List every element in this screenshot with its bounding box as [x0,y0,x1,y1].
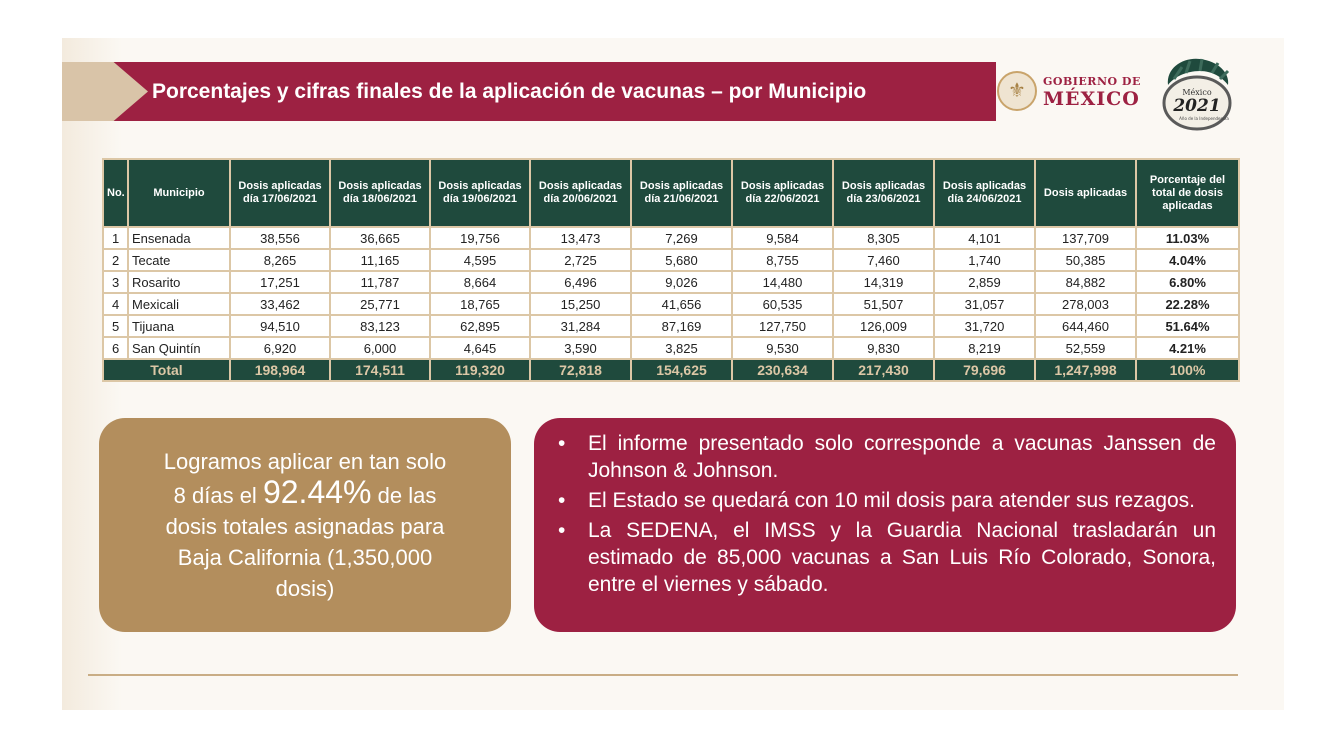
header-dosis-aplicadas: Dosis aplicadas [1035,159,1136,227]
summary-box [99,418,511,632]
cell-value: 8,664 [430,271,530,293]
cell-value: 9,026 [631,271,732,293]
cell-value: 6,920 [230,337,330,359]
cell-value: 14,480 [732,271,833,293]
cell-no: 1 [103,227,128,249]
table-row [103,249,1239,271]
anio-logo-year: 2021 [1173,96,1221,116]
cell-value: 36,665 [330,227,430,249]
summary-line-4: Baja California (1,350,000 [177,545,433,570]
anio-logo-line1: México [1182,88,1212,97]
header-dosis-21-06: Dosis aplicadas día 21/06/2021 [631,159,732,227]
cell-value: 9,530 [732,337,833,359]
note-item: • La SEDENA, el IMSS y la Guardia Nacional trasladarán un estimado de 85,000 vacunas a San Luis Río Colorado, Sonora, entre el viernes y sábado. [558,517,1216,598]
table-total-row [103,359,1239,381]
cell-value: 8,219 [934,337,1035,359]
cell-percentage: 22.28% [1136,293,1239,315]
summary-percent: 92.44% [262,474,372,510]
cell-value: 87,169 [631,315,732,337]
page-title: Porcentajes y cifras finales de la aplicación de vacunas – por Municipio [152,80,867,103]
header-dosis-20-06: Dosis aplicadas día 20/06/2021 [530,159,631,227]
gobierno-logo-line2: MÉXICO [1043,88,1140,110]
cell-value: 3,825 [631,337,732,359]
cell-value: 4,101 [934,227,1035,249]
cell-value: 19,756 [430,227,530,249]
header-dosis-18-06: Dosis aplicadas día 18/06/2021 [330,159,430,227]
summary-line-5: dosis) [275,576,335,601]
note-item: • El Estado se quedará con 10 mil dosis para atender sus rezagos. [558,487,1216,514]
cell-municipio: Rosarito [128,271,230,293]
cell-no: 3 [103,271,128,293]
cell-value: 126,009 [833,315,934,337]
cell-value: 41,656 [631,293,732,315]
cell-value: 11,787 [330,271,430,293]
cell-municipio: San Quintín [128,337,230,359]
vaccination-table [102,158,1240,382]
total-value: 174,511 [330,359,430,381]
cell-value: 51,507 [833,293,934,315]
cell-value: 14,319 [833,271,934,293]
cell-no: 6 [103,337,128,359]
summary-line-3: dosis totales asignadas para [165,514,445,539]
anio-logo-line3: Año de la Independencia [1179,116,1229,121]
cell-total: 52,559 [1035,337,1136,359]
table-row [103,315,1239,337]
cell-no: 4 [103,293,128,315]
header-dosis-19-06: Dosis aplicadas día 19/06/2021 [430,159,530,227]
cell-municipio: Tijuana [128,315,230,337]
cell-value: 17,251 [230,271,330,293]
cell-value: 8,305 [833,227,934,249]
cell-no: 2 [103,249,128,271]
cell-value: 8,755 [732,249,833,271]
summary-pre: 8 días el [173,483,257,508]
notes-box [534,418,1236,632]
cell-value: 38,556 [230,227,330,249]
cell-percentage: 6.80% [1136,271,1239,293]
cell-value: 3,590 [530,337,631,359]
total-value: 79,696 [934,359,1035,381]
cell-value: 60,535 [732,293,833,315]
table-row [103,337,1239,359]
cell-municipio: Mexicali [128,293,230,315]
total-value: 72,818 [530,359,631,381]
cell-percentage: 4.21% [1136,337,1239,359]
header-dosis-22-06: Dosis aplicadas día 22/06/2021 [732,159,833,227]
total-value: 230,634 [732,359,833,381]
cell-value: 4,645 [430,337,530,359]
cell-value: 1,740 [934,249,1035,271]
cell-value: 31,720 [934,315,1035,337]
total-label: Total [103,359,230,381]
cell-value: 9,584 [732,227,833,249]
total-value: 198,964 [230,359,330,381]
total-percentage: 100% [1136,359,1239,381]
header-dosis-17-06: Dosis aplicadas día 17/06/2021 [230,159,330,227]
table-row [103,227,1239,249]
gobierno-logo [1043,76,1141,110]
cell-value: 7,460 [833,249,934,271]
table-header-row [103,159,1239,227]
header-dosis-23-06: Dosis aplicadas día 23/06/2021 [833,159,934,227]
anio-independencia-logo-icon [1160,55,1234,133]
cell-total: 644,460 [1035,315,1136,337]
cell-percentage: 4.04% [1136,249,1239,271]
summary-text [164,446,447,604]
note-item: • El informe presentado solo corresponde a vacunas Janssen de Johnson & Johnson. [558,430,1216,484]
cell-total: 278,003 [1035,293,1136,315]
eagle-seal-icon: ⚜ [997,71,1037,111]
table-row [103,293,1239,315]
notes-list [558,430,1216,598]
total-value: 217,430 [833,359,934,381]
cell-total: 50,385 [1035,249,1136,271]
total-value: 119,320 [430,359,530,381]
cell-value: 9,830 [833,337,934,359]
cell-value: 15,250 [530,293,631,315]
header-no: No. [103,159,128,227]
header-municipio: Municipio [128,159,230,227]
cell-value: 4,595 [430,249,530,271]
gobierno-logo-line1: GOBIERNO DE [1043,75,1141,88]
cell-value: 18,765 [430,293,530,315]
cell-value: 127,750 [732,315,833,337]
total-value: 154,625 [631,359,732,381]
cell-percentage: 11.03% [1136,227,1239,249]
cell-value: 2,725 [530,249,631,271]
cell-value: 25,771 [330,293,430,315]
cell-value: 31,284 [530,315,631,337]
cell-value: 62,895 [430,315,530,337]
cell-municipio: Ensenada [128,227,230,249]
cell-total: 137,709 [1035,227,1136,249]
cell-value: 11,165 [330,249,430,271]
table-row [103,271,1239,293]
cell-total: 84,882 [1035,271,1136,293]
footer-divider [88,674,1238,676]
cell-value: 6,000 [330,337,430,359]
summary-post: de las [377,483,437,508]
cell-value: 83,123 [330,315,430,337]
cell-percentage: 51.64% [1136,315,1239,337]
cell-value: 5,680 [631,249,732,271]
header-porcentaje: Porcentaje del total de dosis aplicadas [1136,159,1239,227]
total-dosis: 1,247,998 [1035,359,1136,381]
cell-value: 31,057 [934,293,1035,315]
header-dosis-24-06: Dosis aplicadas día 24/06/2021 [934,159,1035,227]
cell-no: 5 [103,315,128,337]
cell-value: 7,269 [631,227,732,249]
cell-value: 6,496 [530,271,631,293]
cell-value: 2,859 [934,271,1035,293]
cell-value: 13,473 [530,227,631,249]
summary-line-1: Logramos aplicar en tan solo [163,449,447,474]
cell-value: 33,462 [230,293,330,315]
summary-line-2 [164,474,447,511]
cell-value: 8,265 [230,249,330,271]
cell-municipio: Tecate [128,249,230,271]
cell-value: 94,510 [230,315,330,337]
